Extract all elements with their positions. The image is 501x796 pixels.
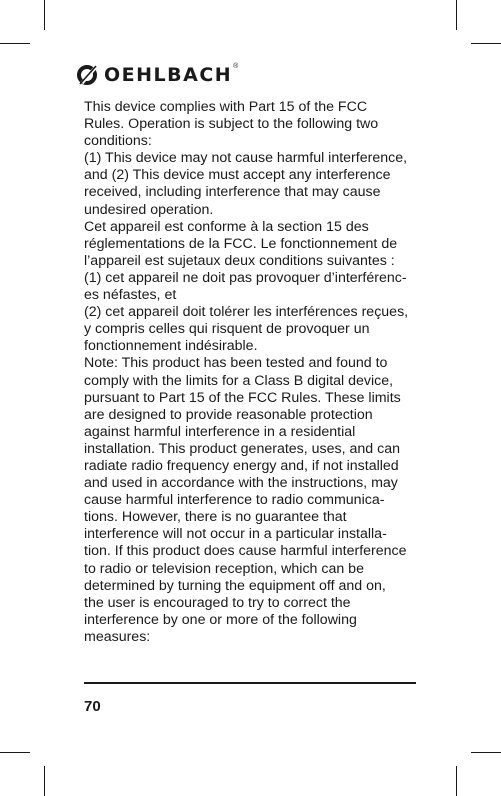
crop-mark-top-left-h (0, 43, 30, 44)
crop-mark-top-right-h (471, 43, 501, 44)
crop-mark-top-left-v (44, 0, 45, 30)
brand-logo (76, 61, 238, 89)
crop-mark-bottom-right-h (471, 752, 501, 753)
paragraph: (2) cet appareil doit tolérer les interférences reçues, y compris celles qui risquent de provoquer un fonctionnement indésirable. (84, 304, 409, 355)
crop-mark-bottom-left-h (0, 752, 30, 753)
paragraph: Note: This product has been tested and found to comply with the limits for a Class B digital device, pursuant to Part 15 of the FCC Rules. These limits are designed to provide reasonable protection against harmful interference in a residential installation. This product generates, uses, and can radiate radio frequency energy and, if not installed and used in accordance with the instructions, may cause harmful interference to radio communica- tions. However, there is no guarantee that interference will not occur in a particular installa- tion. If this product does cause harmful interference to radio or television reception, which can be determined by turning the equipment off and on, the user is encouraged to try to correct the interference by one or more of the following measures: (84, 355, 407, 645)
crop-mark-bottom-right-v (456, 766, 457, 796)
fcc-statement (84, 99, 424, 646)
brand-name: OEHLBACH (104, 64, 233, 86)
paragraph: This device complies with Part 15 of the FCC Rules. Operation is subject to the following two conditions: (84, 99, 379, 150)
crop-mark-top-right-v (456, 0, 457, 30)
footer-rule (84, 682, 416, 684)
page-number: 70 (84, 698, 101, 715)
crop-mark-bottom-left-v (44, 766, 45, 796)
paragraph: (1) This device may not cause harmful interference, and (2) This device must accept any interference received, including interference that may cause undesired operation. (84, 150, 408, 218)
oehlbach-logo-icon (76, 64, 100, 86)
paragraph: (1) cet appareil ne doit pas provoquer d’interférenc- es néfastes, et (84, 269, 407, 304)
registered-mark: ® (233, 63, 239, 70)
paragraph: Cet appareil est conforme à la section 15 des réglementations de la FCC. Le fonctionnement de l’appareil est sujetaux deux conditions suivantes : (84, 218, 398, 269)
